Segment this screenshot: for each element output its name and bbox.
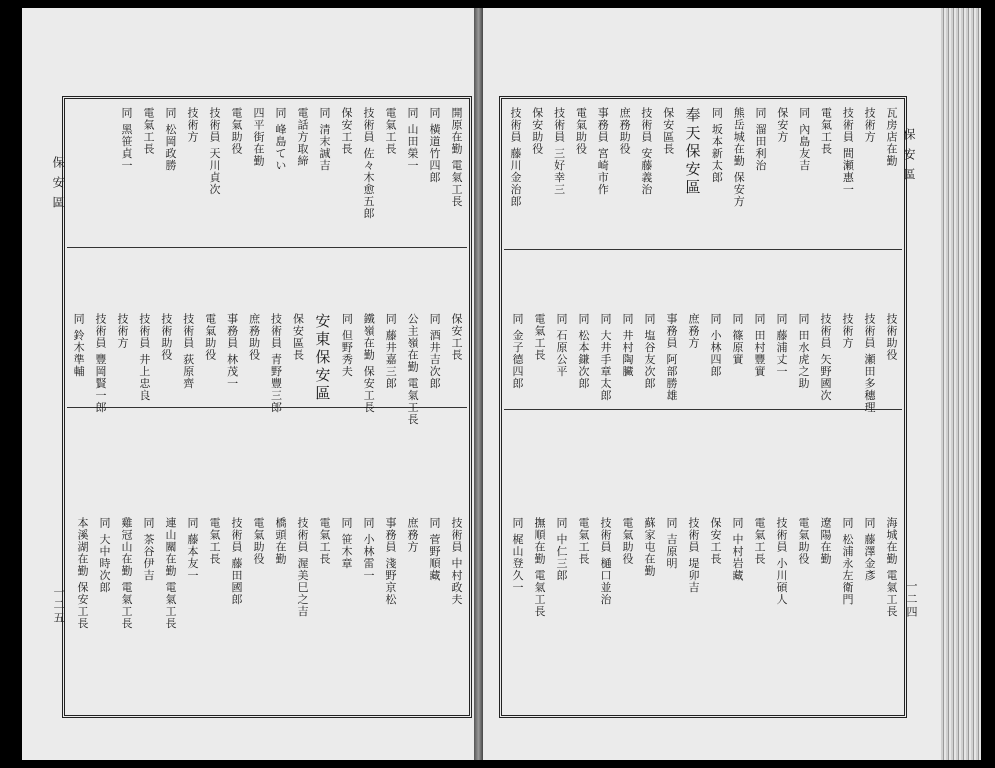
text-column: 技術員 豐岡賢一郎 [94, 313, 107, 414]
text-column: 技術方 [186, 107, 199, 143]
text-column: 同 酒井吉次郎 [428, 313, 442, 390]
text-column: 同 坂本新太郎 [710, 107, 724, 184]
text-column: 保安工長 [709, 517, 722, 565]
text-column: 四平街在勤 [252, 107, 265, 167]
text-column: 雞冠山在勤 電氣工長 [120, 517, 133, 630]
text-column: 庶務助役 [247, 313, 261, 361]
text-column: 技術員 安藤義治 [639, 107, 653, 196]
text-column: 電氣工長 [208, 517, 221, 565]
text-column: 同 松岡政勝 [164, 107, 177, 172]
text-column: 安東保安區 [313, 313, 332, 403]
text-column: 電氣助役 [797, 517, 810, 565]
text-column: 同 橫道竹四郎 [428, 107, 441, 184]
right-page-number: 一二四 [905, 580, 918, 619]
text-column: 保安方 [775, 107, 789, 143]
text-column: 奉天保安區 [683, 107, 702, 197]
text-column: 電氣工長 [142, 107, 155, 155]
text-column: 同 松浦永左衛門 [841, 517, 854, 606]
left-running-title: 保安區 [51, 156, 65, 216]
right-page [483, 8, 941, 760]
text-column: 同 菅野順藏 [428, 517, 441, 582]
text-column: 同 塩谷友次郎 [643, 313, 656, 390]
left-page [22, 8, 474, 760]
text-column: 技術員 井上忠良 [137, 313, 151, 402]
text-column: 技術員 藤田國郎 [230, 517, 243, 606]
text-column: 技術員 間瀬惠一 [841, 107, 855, 196]
text-band [504, 313, 902, 513]
text-column: 同 小林四郎 [709, 313, 722, 378]
text-column: 海城在勤 電氣工長 [885, 517, 898, 618]
text-column: 電氣工長 [753, 517, 766, 565]
text-column: 熊岳城在勤 保安方 [732, 107, 746, 208]
text-column: 同 中仁三郎 [555, 517, 568, 582]
text-column: 電氣工長 [819, 107, 833, 155]
text-column: 電氣助役 [230, 107, 243, 155]
text-column: 技術員 三好幸三 [552, 107, 566, 196]
text-column: 技術員 樋口並治 [599, 517, 612, 606]
text-column: 技術員 天川貞次 [208, 107, 221, 196]
text-band [67, 313, 467, 513]
text-column: 遼陽在勤 [819, 517, 832, 565]
text-column: 同 內島友吉 [797, 107, 811, 172]
book-gutter [474, 8, 483, 760]
text-column: 橋頭在勤 [274, 517, 287, 565]
text-column: 同 石原公平 [555, 313, 568, 378]
text-column: 蘇家屯在勤 [643, 517, 656, 577]
text-column: 瓦房店在勤 [885, 107, 898, 167]
text-column: 保安區長 [291, 313, 305, 361]
text-column: 技術助役 [159, 313, 173, 361]
left-page-number: 一二五 [52, 586, 65, 625]
text-column: 庶務方 [687, 313, 700, 349]
text-column: 電氣工長 [533, 313, 546, 361]
text-column: 事務員 淺野京松 [384, 517, 397, 606]
text-column: 同 笹木章 [340, 517, 353, 570]
right-running-title: 保安區 [902, 128, 916, 188]
text-column: 同 茶谷伊吉 [142, 517, 155, 582]
text-column: 撫順在勤 電氣工長 [533, 517, 546, 618]
text-column: 保安助役 [530, 107, 544, 155]
text-column: 本溪湖在勤 保安工長 [76, 517, 89, 630]
text-band [504, 107, 902, 307]
text-column: 庶務方 [406, 517, 419, 553]
text-column: 同 鈴木準輔 [72, 313, 86, 378]
text-column: 技術方 [115, 313, 129, 349]
text-column: 同 黑笹貞一 [120, 107, 133, 172]
text-column: 鐵嶺在勤 保安工長 [362, 313, 376, 414]
text-column: 技術員 青野豐三郎 [269, 313, 283, 414]
text-column: 同 藤澤金彥 [863, 517, 876, 582]
text-column: 同 藤本友一 [186, 517, 199, 582]
text-column: 電氣助役 [621, 517, 634, 565]
text-column: 事務員 阿部勝雄 [665, 313, 678, 402]
text-column: 技術員 渥美巳之吉 [296, 517, 309, 618]
text-column: 同 峰島てい [274, 107, 287, 172]
text-column: 技術員 矢野國次 [819, 313, 832, 402]
text-column: 同 小林雷一 [362, 517, 375, 582]
right-bands [504, 101, 902, 713]
text-band [67, 107, 467, 307]
text-column: 電氣工長 [384, 107, 397, 155]
text-column: 開原在勤 電氣工長 [450, 107, 463, 208]
text-column: 庶務助役 [618, 107, 632, 155]
left-bands [67, 101, 467, 713]
text-column: 同 梶山登久一 [511, 517, 524, 594]
text-column: 電氣工長 [577, 517, 590, 565]
text-column: 電氣工長 [318, 517, 331, 565]
text-column: 同 田水虎之助 [797, 313, 810, 390]
text-column: 同 藤井嘉三郎 [384, 313, 398, 390]
text-column: 同 溜田利治 [754, 107, 768, 172]
text-column: 技術方 [841, 313, 854, 349]
text-column: 同 金子德四郎 [511, 313, 524, 390]
text-column: 同 清末誠吉 [318, 107, 331, 172]
text-column: 同 中村岩藏 [731, 517, 744, 582]
text-column: 電氣助役 [252, 517, 265, 565]
text-band [504, 517, 902, 717]
text-column: 保安區長 [661, 107, 675, 155]
text-column: 技術員 堤卯吉 [687, 517, 700, 594]
text-column: 連山關在勤 電氣工長 [164, 517, 177, 630]
text-band [67, 517, 467, 717]
text-column: 技術員 佐々木愈五郎 [362, 107, 375, 220]
text-column: 保安工長 [340, 107, 353, 155]
text-column: 電氣助役 [574, 107, 588, 155]
right-content-frame [499, 96, 907, 718]
text-column: 保安工長 [450, 313, 463, 361]
page-edges [941, 8, 981, 760]
text-column: 同 井村陶臟 [621, 313, 634, 378]
text-column: 同 但野秀夫 [340, 313, 354, 378]
text-column: 同 吉原明 [665, 517, 678, 570]
text-column: 同 大中時次郎 [98, 517, 111, 594]
text-column: 技術方 [863, 107, 877, 143]
text-column: 技術員 瀬田多穗理 [863, 313, 876, 414]
text-column: 同 山田榮一 [406, 107, 419, 172]
text-column: 技術員 小川碩人 [775, 517, 788, 606]
left-content-frame [62, 96, 472, 718]
text-column: 技術員 藤川金治郎 [508, 107, 522, 208]
text-column: 技術助役 [885, 313, 898, 361]
text-column: 技術員 中村政夫 [450, 517, 463, 606]
text-column: 電氣助役 [203, 313, 217, 361]
text-column: 技術員 荻原齊 [181, 313, 195, 390]
text-column: 同 篠原實 [731, 313, 744, 366]
text-column: 電話方取締 [296, 107, 309, 167]
text-column: 同 田村豐實 [753, 313, 766, 378]
text-column: 同 松本鎌次郎 [577, 313, 590, 390]
text-column: 事務員 林茂一 [225, 313, 239, 390]
text-column: 同 藤浦丈一 [775, 313, 788, 378]
text-column: 事務員 宮崎市作 [596, 107, 610, 196]
text-column: 同 大井手章太郎 [599, 313, 612, 402]
text-column: 公主嶺在勤 電氣工長 [406, 313, 420, 426]
